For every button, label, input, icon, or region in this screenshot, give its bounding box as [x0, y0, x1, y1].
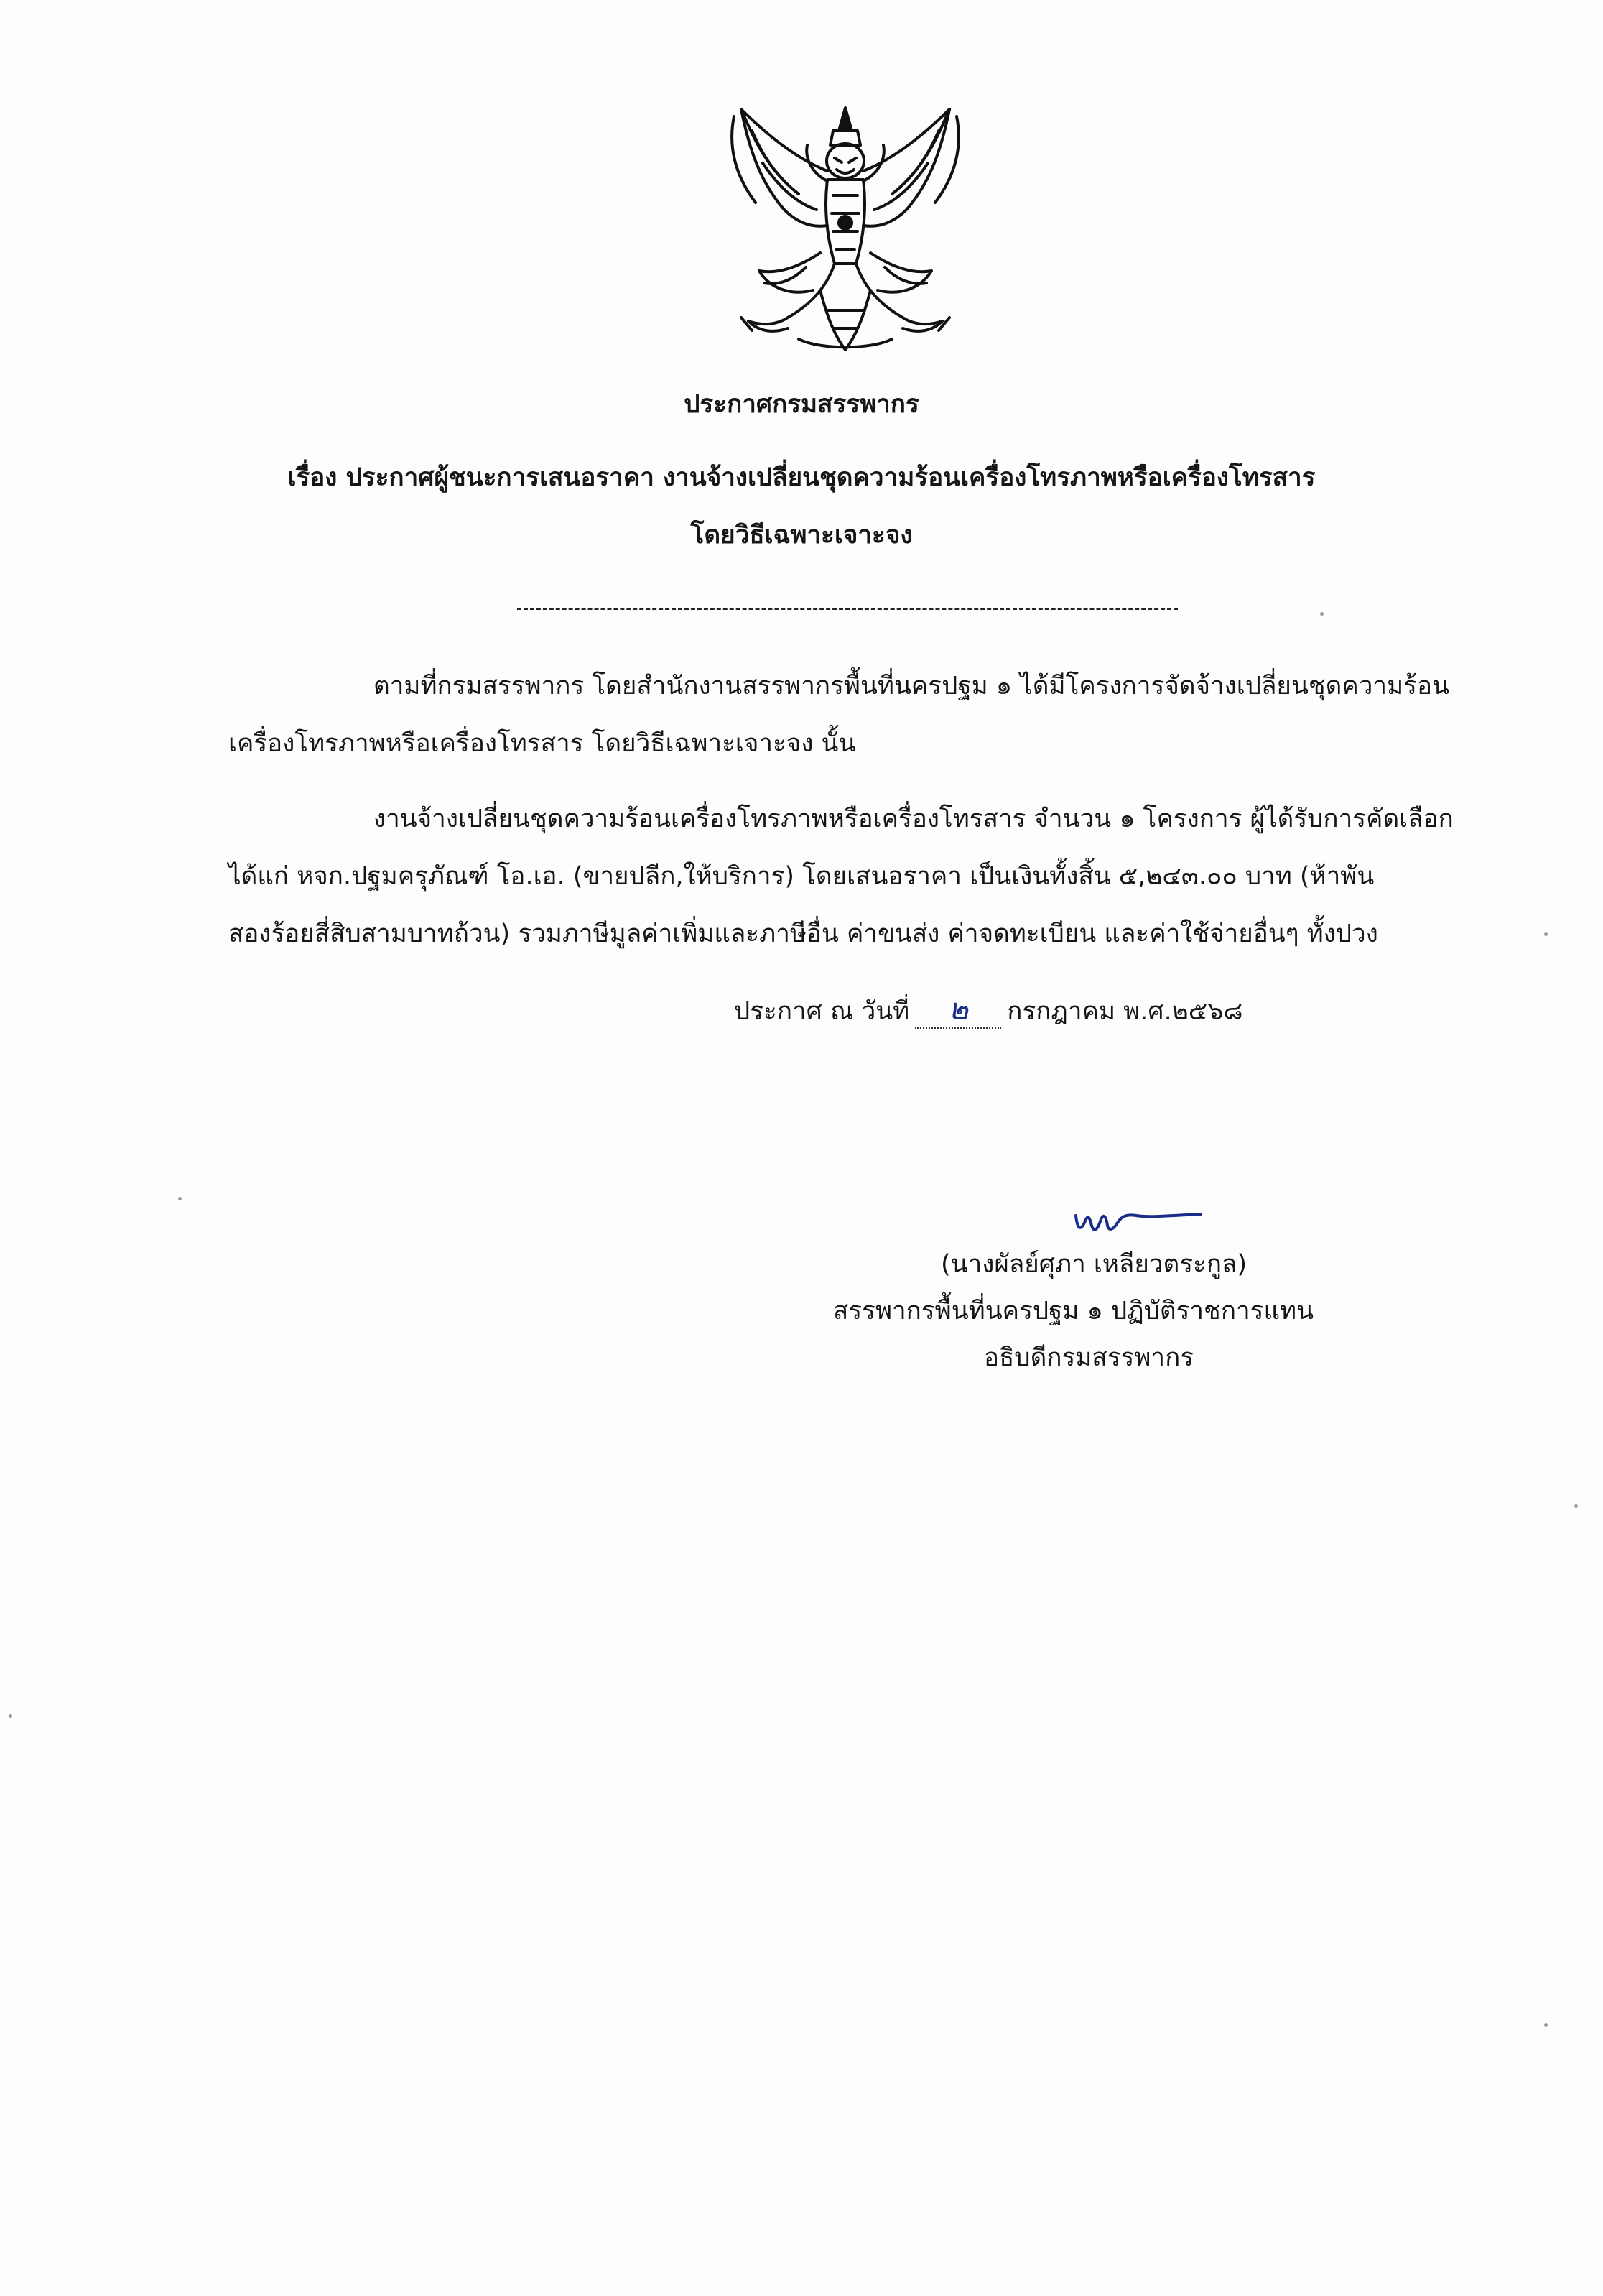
subject-line-1: เรื่อง ประกาศผู้ชนะการเสนอราคา งานจ้างเปลี่ยนชุดความร้อนเครื่องโทรภาพหรือเครื่องโทรสาร	[287, 463, 1316, 492]
announcement-date	[734, 991, 1243, 1029]
scan-speck	[1544, 932, 1548, 936]
document-title: ประกาศกรมสรรพากร	[684, 390, 919, 419]
scan-speck	[1320, 612, 1324, 616]
scan-speck	[178, 1197, 182, 1200]
paragraph-2-line-2: ได้แก่ หจก.ปฐมครุภัณฑ์ โอ.เอ. (ขายปลีก,ให้บริการ) โดยเสนอราคา เป็นเงินทั้งสิ้น ๕,๒๔๓.๐๐ บาท (ห้าพัน	[228, 862, 1375, 891]
garuda-emblem-icon	[720, 102, 971, 361]
subject-line-2: โดยวิธีเฉพาะเจาะจง	[690, 521, 913, 550]
paragraph-1-line-1: ตามที่กรมสรรพากร โดยสำนักงานสรรพากรพื้นที่นครปฐม ๑ ได้มีโครงการจัดจ้างเปลี่ยนชุดความร้อน	[373, 672, 1449, 700]
paragraph-2-line-1: งานจ้างเปลี่ยนชุดความร้อนเครื่องโทรภาพหรือเครื่องโทรสาร จำนวน ๑ โครงการ ผู้ได้รับการคัดเลือก	[373, 805, 1454, 833]
paragraph-2-line-3: สองร้อยสี่สิบสามบาทถ้วน) รวมภาษีมูลค่าเพิ่มและภาษีอื่น ค่าขนส่ง ค่าจดทะเบียน และค่าใช้จ่ายอื่นๆ ทั้งปวง	[228, 920, 1378, 948]
date-month-year: กรกฎาคม พ.ศ.๒๕๖๘	[1007, 997, 1243, 1026]
signatory-position: สรรพากรพื้นที่นครปฐม ๑ ปฏิบัติราชการแทน	[833, 1297, 1314, 1325]
scan-speck	[9, 1714, 12, 1718]
scan-speck	[1544, 2023, 1548, 2027]
signatory-organization: อธิบดีกรมสรรพากร	[984, 1343, 1194, 1372]
signatory-name: (นางผัลย์ศุภา เหลียวตระกูล)	[941, 1250, 1247, 1279]
section-divider	[517, 608, 1178, 610]
date-day-handwritten: ๒	[915, 991, 1001, 1029]
scan-speck	[1574, 1504, 1578, 1508]
handwritten-signature-icon	[1070, 1194, 1207, 1244]
paragraph-1-line-2: เครื่องโทรภาพหรือเครื่องโทรสาร โดยวิธีเฉพาะเจาะจง นั้น	[228, 729, 856, 758]
date-prefix: ประกาศ ณ วันที่	[734, 997, 910, 1026]
